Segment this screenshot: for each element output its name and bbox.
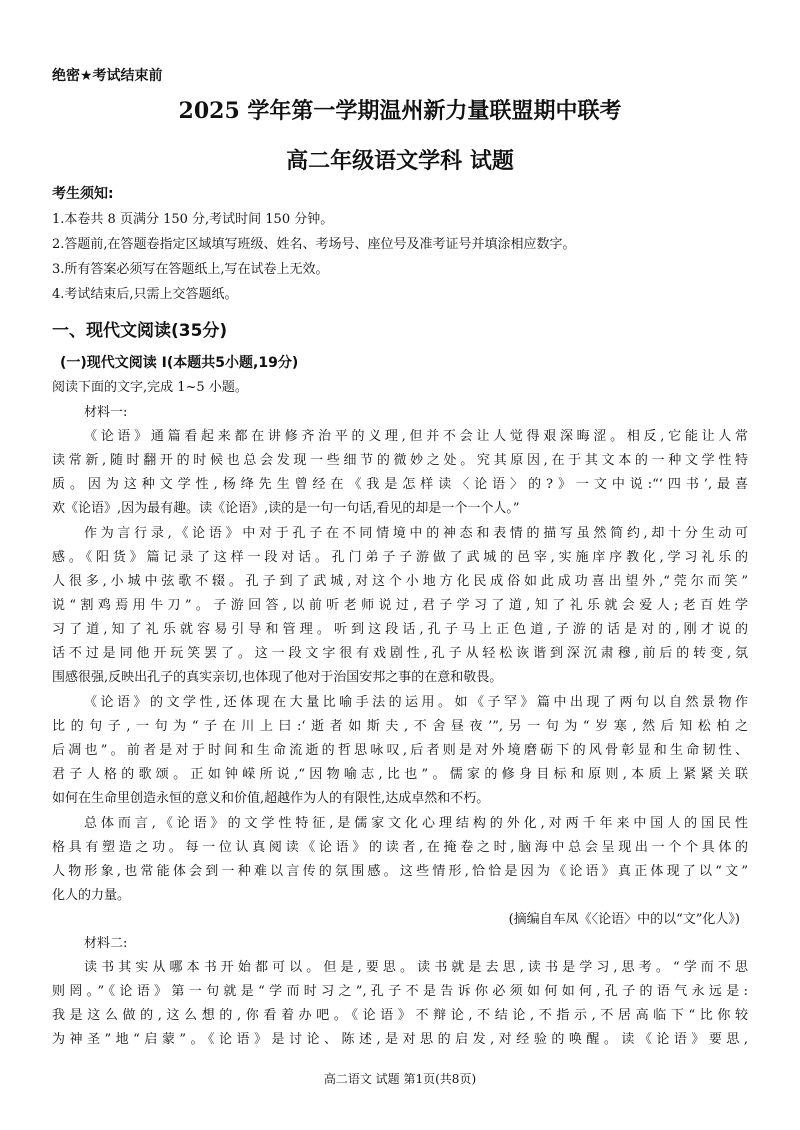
- notice-item: 4.考试结束后,只需上交答题纸。: [52, 287, 238, 302]
- text-line: 话不过是同他开玩笑罢了。这一段文字很有戏剧性,孔子从轻松诙谐到深沉肃穆,前后的转变,氛: [52, 646, 748, 661]
- notice-item: 2.答题前,在答题卷指定区域填写班级、姓名、考场号、座位号及准考证号并填涂相应数字。: [52, 237, 576, 252]
- text-line: 如何在生命里创造永恒的意义和价值,超越作为人的有限性,达成卓然和不朽。: [52, 791, 490, 806]
- material-label: 材料一:: [84, 405, 128, 420]
- text-line: 化人的力量。: [52, 888, 131, 903]
- subsection-heading: (一)现代文阅读 Ⅰ(本题共5小题,19分): [60, 355, 299, 371]
- text-line: 格具有塑造之功。每一位认真阅读《论语》的读者,在掩卷之时,脑海中总会呈现出一个个具体的: [52, 840, 748, 855]
- text-line: 我是这么做的,这么想的,你看着办吧。《论语》不辩论,不结论,不指示,不居高临下“比你较: [52, 1008, 748, 1023]
- text-line: 总体而言,《论语》的文学性特征,是儒家文化心理结构的外化,对两千年来中国人的国民性: [84, 816, 748, 831]
- text-line: 说“割鸡焉用牛刀”。子游回答,以前听老师说过,君子学习了道,知了礼乐就会爱人;老百姓学: [52, 598, 748, 613]
- notice-item: 3.所有答案必须写在答题纸上,写在试卷上无效。: [52, 262, 329, 277]
- text-line: 人物形象,也常能体会到一种难以言传的氛围感。这些情形,恰恰是因为《论语》真正体现了以“文”: [52, 864, 748, 879]
- text-line: 君子人格的歌颂。正如钟嵘所说,“因物喻志,比也”。儒家的修身目标和原则,本质上紧紧关联: [52, 767, 748, 782]
- source-citation: (摘编自车凤《〈论语〉中的以“文”化人》): [508, 912, 740, 927]
- section-heading: 一、现代文阅读(35分): [52, 321, 228, 341]
- exam-title: 2025 学年第一学期温州新力量联盟期中联考: [178, 98, 622, 124]
- text-line: 人很多,小城中弦歌不辍。孔子到了武城,对这个小地方化民成俗如此成功喜出望外,“莞尔而笑”: [52, 574, 748, 589]
- page-footer: 高二语文 试题 第1页(共8页): [323, 1072, 477, 1086]
- text-line: 后凋也”。前者是对于时间和生命流逝的哲思咏叹,后者则是对外境磨砺下的风骨彰显和生命韧性、: [52, 743, 748, 758]
- instruction-text: 阅读下面的文字,完成 1~5 小题。: [52, 380, 248, 395]
- secret-label: 绝密★考试结束前: [52, 68, 163, 84]
- text-line: 为神圣”地“启蒙”。《论语》是讨论、陈述,是对思的启发,对经验的唤醒。读《论语》要思,: [52, 1032, 748, 1047]
- text-line: 《论语》通篇看起来都在讲修齐治平的义理,但并不会让人觉得艰深晦涩。相反,它能让人常: [84, 429, 748, 444]
- text-line: 围感很强,反映出孔子的真实亲切,也体现了他对于治国安邦之事的在意和敬畏。: [52, 670, 503, 685]
- material-label: 材料二:: [84, 936, 128, 951]
- text-line: 作为言行录,《论语》中对于孔子在不同情境中的神态和表情的描写虽然简约,却十分生动可: [84, 526, 748, 541]
- text-line: 读书其实从哪本书开始都可以。但是,要思。读书就是去思,读书是学习,思考。“学而不思: [84, 960, 748, 975]
- text-line: 感。《阳货》篇记录了这样一段对话。孔门弟子子游做了武城的邑宰,实施庠序教化,学习礼乐的: [52, 550, 748, 565]
- text-line: 比的句子,一句为“子在川上曰:‘逝者如斯夫,不舍昼夜’”,另一句为“岁寒,然后知松柏之: [52, 719, 748, 734]
- text-line: 欢《论语》,因为最有趣。读《论语》,读的是一句一句话,看见的却是一个一个人。”: [52, 501, 520, 516]
- notice-heading: 考生须知:: [52, 186, 114, 202]
- text-line: 则罔。”《论语》第一句就是“学而时习之”,孔子不是告诉你必须如何如何,孔子的语气永远是:: [52, 984, 748, 999]
- text-line: 《论语》的文学性,还体现在大量比喻手法的运用。如《子罕》篇中出现了两句以自然景物作: [84, 695, 748, 710]
- text-line: 习了道,知了礼乐就容易引导和管理。听到这段话,孔子马上正色道,子游的话是对的,刚才说的: [52, 622, 748, 637]
- text-line: 读常新,随时翻开的时候也总会发现一些细节的微妙之处。究其原因,在于其文本的一种文学性特: [52, 453, 748, 468]
- exam-subtitle: 高二年级语文学科 试题: [286, 148, 514, 174]
- text-line: 质。因为这种文学性,杨绛先生曾经在《我是怎样读〈论语〉的?》一文中说:“‘四书’,最喜: [52, 477, 748, 492]
- notice-item: 1.本卷共 8 页满分 150 分,考试时间 150 分钟。: [52, 212, 334, 227]
